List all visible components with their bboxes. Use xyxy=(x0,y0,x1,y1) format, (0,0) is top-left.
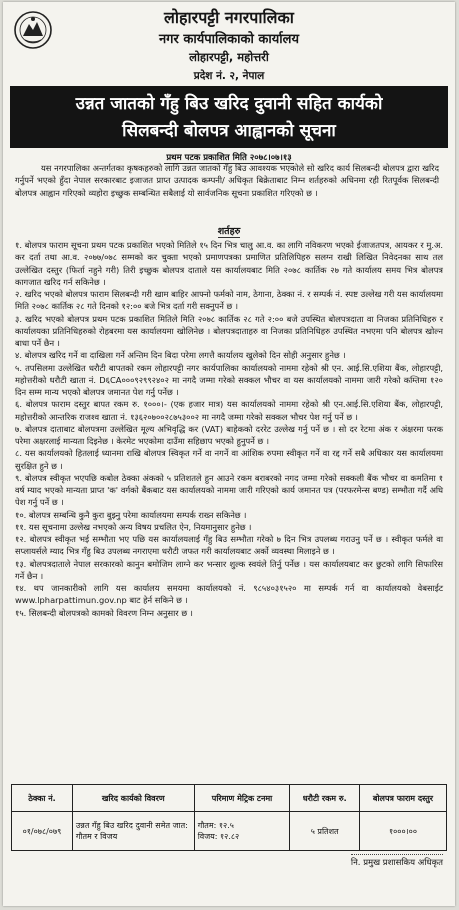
table-row xyxy=(12,812,447,851)
condition-text: यस कार्यालयको हितलाई ध्यानमा राखि बोलपत्र स्विकृत गर्ने वा नगर्ने वा आंशिक रुपमा स्वीकृत गर्ने वा रद्द गर्ने सबै अधिकार यस कार्यालयमा सुरक्षित हुने छ । xyxy=(15,448,444,471)
condition-number: ५. xyxy=(15,362,22,373)
condition-number: ६. xyxy=(15,399,22,410)
office-name: नगर कार्यपालिकाको कार्यालय xyxy=(158,32,300,47)
condition-item xyxy=(15,423,443,448)
condition-item xyxy=(15,313,443,350)
cell-deposit: ५ प्रतिशत xyxy=(290,812,360,851)
condition-number: १०. xyxy=(15,509,27,520)
notice-page xyxy=(3,2,455,906)
notice-title-banner xyxy=(10,86,448,148)
condition-item xyxy=(15,362,443,399)
notice-title-line-2: सिलबन्दी बोलपत्र आह्वानको सूचना xyxy=(122,121,336,141)
condition-number: ११. xyxy=(15,521,27,532)
condition-item xyxy=(15,447,443,472)
condition-text: यस सूचनामा उल्लेख नभएको अन्य विषय प्रचलित ऐन, नियमानुसार हुनेछ । xyxy=(28,521,252,532)
condition-item xyxy=(15,521,443,533)
header-description: खरिद कार्यको विवरण xyxy=(72,785,194,812)
condition-item xyxy=(15,349,443,361)
condition-text: बोलपत्र खरिद गर्ने वा दाखिला गर्ने अन्तिम दिन बिदा परेमा लगत्तै कार्यालय खुलेको दिन सोही अनुसार हुनेछ । xyxy=(24,350,346,361)
condition-text: थप जानकारीको लागि यस कार्यालय समयमा कार्यालयको नं. ९८५४०३१५२० मा सम्पर्क गर्न वा कार्यालयको वेबसाईट www.lpharpattimun.gov.np बाट हेर्न सकिने छ । xyxy=(15,583,444,606)
header-deposit: धरौटी रकम रु. xyxy=(290,785,360,812)
header-quantity: परिमाण मेट्रिक टनमा xyxy=(194,785,290,812)
table-header-row xyxy=(12,785,447,812)
condition-text: सिलबन्दी बोलपत्रको कामको विवरण निम्न अनुसार छ । xyxy=(28,607,193,618)
signature-line: नि. प्रमुख प्रशासकिय अधिकृत xyxy=(351,854,443,868)
condition-item xyxy=(15,239,443,288)
cell-form-fee: १०००।०० xyxy=(359,812,446,851)
condition-number: ३. xyxy=(15,313,22,324)
condition-number: १३. xyxy=(15,558,27,569)
condition-text: बोलपत्रदाताले नेपाल सरकारको कानुन बमोजिम लाग्ने कर भन्सार शुल्क स्वयंले तिर्नु पर्नेछ । यस कार्यालयबाट कर छुटको लागि सिफारिस गर्ने छैन । xyxy=(15,558,443,581)
condition-item xyxy=(15,288,443,313)
condition-item xyxy=(15,558,443,583)
condition-item xyxy=(15,607,443,619)
cell-description: उन्नत गँहु बिउ खरिद दुवानी समेत जात: गौतम र विजय xyxy=(72,812,194,851)
conditions-list xyxy=(15,239,443,619)
notice-title-line-1: उन्नत जातको गँहु बिउ खरिद दुवानी सहित कार्यको xyxy=(75,94,383,114)
condition-text: खरिद भएको बोलपत्र फाराम सिलबन्दी गरी खाम बाहिर आफ्नो फर्मको नाम, ठेगाना, ठेक्का नं. र सम्पर्क नं. स्पष्ट उल्लेख गरी यस कार्यालयमा मिति २०७८ कार्तिक २८ गते दिनको १२:०० बजे भित्र दर्ता गरी सक्नुपर्ने छ । xyxy=(15,289,443,312)
condition-number: १२. xyxy=(15,534,27,544)
condition-number: ८. xyxy=(15,448,22,459)
condition-text: खरिद भएको बोलपत्र प्रथम पटक प्रकाशित मितिले मिति २०७८ कार्तिक २८ गते २:०० बजे उपस्थित बोलपत्रदाता वा निजका प्रतिनिधिहरु र कार्यालयका प्रतिनिधिहरुको रोहबरमा यस कार्यालयमा खोलिनेछ । बोलपत्रदाताहरु वा निजका प्रतिनिधिहरु उपस्थित नभएमा पनि बोलपत्र खोल्न बाधा पर्ने छैन । xyxy=(15,313,443,348)
municipality-name: लोहारपट्टी नगरपालिका xyxy=(164,8,294,27)
tender-details-table xyxy=(11,784,447,851)
province-line: प्रदेश नं. २, नेपाल xyxy=(193,70,265,82)
condition-text: बोलपत्र स्वीकृत भई सम्भौता भए पछि यस कार्यालयलाई गँहु बिउ सम्भौता गरेको ७ दिन भित्र उपलब्ध गराउनु पर्ने छ । स्वीकृत फर्मले वा सप्लायर्सले म्याद भित्र गँहु बिउ उपलब्ध नगराएमा धरौटी जफत गरी कार्यालयबाट अर्को व्यवस्था मिलाइने छ । xyxy=(15,534,443,557)
condition-item xyxy=(15,509,443,521)
condition-text: तपसिलमा उल्लेखित धरौटी बापतको रकम लोहारपट्टी नगर कार्यपालिका कार्यालयको नाममा रहेको श्री एन. आई.सि.एशिया बैंक, लोहारपट्टी, महोत्तरीको धरौटी खाता नं. D६CA०००९२९९२४०२ मा नगदै जम्मा गरेको सक्कल भौचर वा यस कार्यालयको नाममा जारी गरेको कम्तिमा १२० दिन सम्म मान्य भएको बोलपत्र जमानत पेश गर्नु पर्नेछ । xyxy=(15,362,444,397)
condition-number: १५. xyxy=(15,607,27,618)
condition-item xyxy=(15,472,443,509)
publish-date-text: प्रथम पटक प्रकाशित मिति २०७८।०७।१३ xyxy=(166,153,292,163)
cell-contract-no: ०१/०७८/०७९ xyxy=(12,812,73,851)
condition-number: २. xyxy=(15,289,22,299)
header-form-fee: बोलपत्र फाराम दस्तुर xyxy=(359,785,446,812)
condition-number: ७. xyxy=(15,423,22,434)
condition-text: बोलपत्र स्वीकृत भएपछि कबोल ठेक्का अंकको ५ प्रतिशतले हुन आउने रकम बराबरको नगद जम्मा गरेको सक्कली बैंक भौचर वा कमतिमा १ वर्ष म्याद भएको मान्यता प्राप्त 'क' वर्गको बैंकबाट यस कार्यालयको नाममा जारी गरिएको कार्य जमानत पत्र (परफरमेन्स बण्ड) सम्भौता गर्दै अघि पेश गर्नु पर्ने छ । xyxy=(15,472,444,508)
quantity-gautam: गौतम: १२.५ xyxy=(197,821,234,830)
condition-item xyxy=(15,533,443,558)
quantity-bijaya: विजय: १२.८२ xyxy=(197,832,240,841)
condition-number: ४. xyxy=(15,350,22,361)
condition-number: ९. xyxy=(15,472,22,483)
conditions-heading xyxy=(3,224,455,237)
condition-text: बोलपत्र दाताबाट बोलपत्रमा उल्लेखित मूल्य अभिवृद्धि कर (VAT) बाहेकको दररेट उल्लेख गर्नु पर्ने छ । सो दर रेटमा अंक र अंक्षरमा फरक परेमा अक्षरलाई मान्यता दिइनेछ । केरमेट भएकोमा दाउँमा सहिछाप भएको हुनुपर्ने छ । xyxy=(15,423,443,446)
cell-quantity xyxy=(194,812,290,851)
condition-text: बोलपत्र फाराम सूचना प्रथम पटक प्रकाशित भएको मितिले १५ दिन भित्र चालु आ.व. का लागि नविकरण भएको ईजाजतपत्र, आयकर र मु.अ. कर दर्ता तथा आ.व. २०७७/०७८ सम्मको कर चुक्ता भएको प्रमाणपत्रका प्रमाणित प्रतिलिपिहरु सलग्न राखी लिखित निवेदनका साथ तल उल्लेखित दस्तुर (फिर्ता नहुने गरी) तिरी इच्छुक बोलपत्र दाताले यस कार्यालयबाट मिति २०७८ कार्तिक २७ गते कार्यालय समय भित्र बोलपत्र कागजात खरिद गर्न सकिनेछ । xyxy=(15,240,443,287)
condition-number: १४. xyxy=(15,583,27,593)
intro-paragraph: यस नगरपालिका अन्तर्गतका कृषकहरुको लागि उन्नत जातको गँहु बिउ आवश्यक भएकोले सो खरिद कार्य सिलबन्दी बोलपत्र द्वारा खरिद गर्नुपर्ने भएको हुँदा नेपाल सरकारबाट इजाजत प्राप्त उत्पादक कम्पनी/ अधिकृत बिक्रेताबाट निम्न शर्तहरुको अधिनमा रही रितपूर्वक सिलबन्दी बोलपत्र आह्वान गरिएको व्यहोरा इच्छुक सम्बन्धित सबैलाई यो सार्वजनिक सूचना प्रकाशित गरिएको छ । xyxy=(15,163,439,198)
condition-item xyxy=(15,398,443,423)
condition-text: बोलपत्र सम्बन्धि कुनै कुरा बुझ्नु परेमा कार्यालयमा सम्पर्क राख्न सकिनेछ । xyxy=(28,509,247,520)
header-contract-no: ठेक्का नं. xyxy=(12,785,73,812)
condition-text: बोलपत्र फाराम दस्तुर बापत रकम रु. १०००।- (एक हजार मात्र) यस कार्यालयको नाममा रहेको श्री एन.आई.सि.एशिया बैंक, लोहारपट्टी, महोत्तरीको आन्तरिक राजश्व खाता नं. १३६२०७००२८७५३००२ मा नगदै जम्मा गरेको सक्कल भौचर पेश गर्नु पर्ने छ । xyxy=(15,399,443,422)
conditions-heading-text: शर्तहरु xyxy=(217,226,241,237)
office-address: लोहारपट्टी, महोत्तरी xyxy=(189,50,269,64)
condition-number: १. xyxy=(15,240,22,250)
condition-item xyxy=(15,582,443,607)
